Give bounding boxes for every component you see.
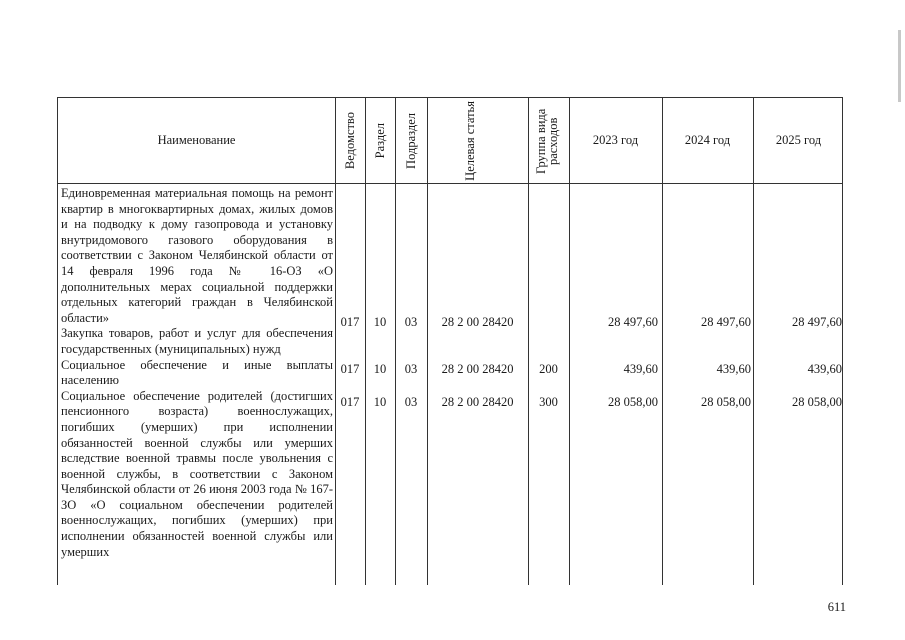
- cell-year-2024: 28 497,60: [701, 315, 751, 329]
- header-year-2025-label: 2025 год: [775, 133, 822, 147]
- row-name: Закупка товаров, работ и услуг для обеспечения государственных (муниципальных) нужд: [61, 326, 333, 356]
- header-year-2024-label: 2024 год: [684, 133, 731, 147]
- budget-table: [57, 97, 843, 585]
- cell-expense-group: 200: [539, 362, 558, 376]
- cell-section: 10: [373, 315, 387, 329]
- header-name: [58, 98, 335, 183]
- cell-target-article: 28 2 00 28420: [441, 315, 514, 329]
- row-name: Социальное обеспечение и иные выплаты населению: [61, 357, 333, 388]
- cell-department: 017: [340, 315, 360, 329]
- cell-year-2025: 28 497,60: [792, 315, 842, 329]
- cell-target-article: 28 2 00 28420: [441, 395, 514, 409]
- cell-year-2023: 28 058,00: [608, 395, 658, 409]
- cell-subsection: 03: [404, 395, 418, 409]
- header-year-2024: [662, 98, 753, 183]
- cell-subsection: 03: [404, 315, 418, 329]
- header-target-article: [427, 98, 528, 183]
- table-row: [58, 314, 842, 330]
- cell-department: 017: [340, 395, 360, 409]
- header-expense-group-label: Группа вида расходов: [533, 107, 560, 174]
- header-expense-group: [528, 98, 569, 183]
- cell-section: 10: [373, 395, 387, 409]
- header-department: [335, 98, 365, 183]
- header-target-article-label: Целевая статья: [462, 100, 477, 181]
- header-section: [365, 98, 395, 183]
- cell-year-2025: 28 058,00: [792, 395, 842, 409]
- page-number: 611: [827, 600, 846, 614]
- cell-year-2025: 439,60: [807, 362, 842, 376]
- cell-subsection: 03: [404, 362, 418, 376]
- header-year-2025: [753, 98, 844, 183]
- cell-target-article: 28 2 00 28420: [441, 362, 514, 376]
- cell-year-2023: 28 497,60: [608, 315, 658, 329]
- cell-section: 10: [373, 362, 387, 376]
- row-name: Единовременная материальная помощь на ремонт квартир в многоквартирных домах, жилых домов и на подводку к дому газопровода и установку внутридомового газового оборудования в соответствии с Законом Челябинской области от 14 февраля 1996 года № 16-ОЗ «О дополнительных мерах социальной поддержки отдельных категорий граждан в Челябинской области»: [61, 186, 333, 325]
- header-year-2023-label: 2023 год: [592, 133, 639, 147]
- header-subsection-label: Подраздел: [404, 112, 418, 169]
- scan-edge-mark: [898, 30, 901, 102]
- header-name-label: Наименование: [157, 133, 236, 147]
- row-name: Социальное обеспечение родителей (достигших пенсионного возраста) военнослужащих, погибших (умерших) при исполнении обязанностей военной службы или умерших вследствие военной травмы после увольнения с военной службы, в соответствии с Законом Челябинской области от 26 июня 2003 года № 167-ЗО «О социальном обеспечении родителей военнослужащих, погибших (умерших) при исполнении обязанностей военной службы или умерших: [61, 388, 333, 559]
- table-header: [58, 98, 842, 184]
- cell-department: 017: [340, 362, 360, 376]
- header-department-label: Ведомство: [343, 111, 357, 170]
- cell-expense-group: 300: [539, 395, 558, 409]
- cell-year-2024: 28 058,00: [701, 395, 751, 409]
- cell-year-2023: 439,60: [623, 362, 658, 376]
- table-row: [58, 394, 842, 410]
- table-row: [58, 361, 842, 377]
- header-subsection: [395, 98, 427, 183]
- cell-year-2024: 439,60: [716, 362, 751, 376]
- header-year-2023: [569, 98, 662, 183]
- header-section-label: Раздел: [373, 122, 387, 159]
